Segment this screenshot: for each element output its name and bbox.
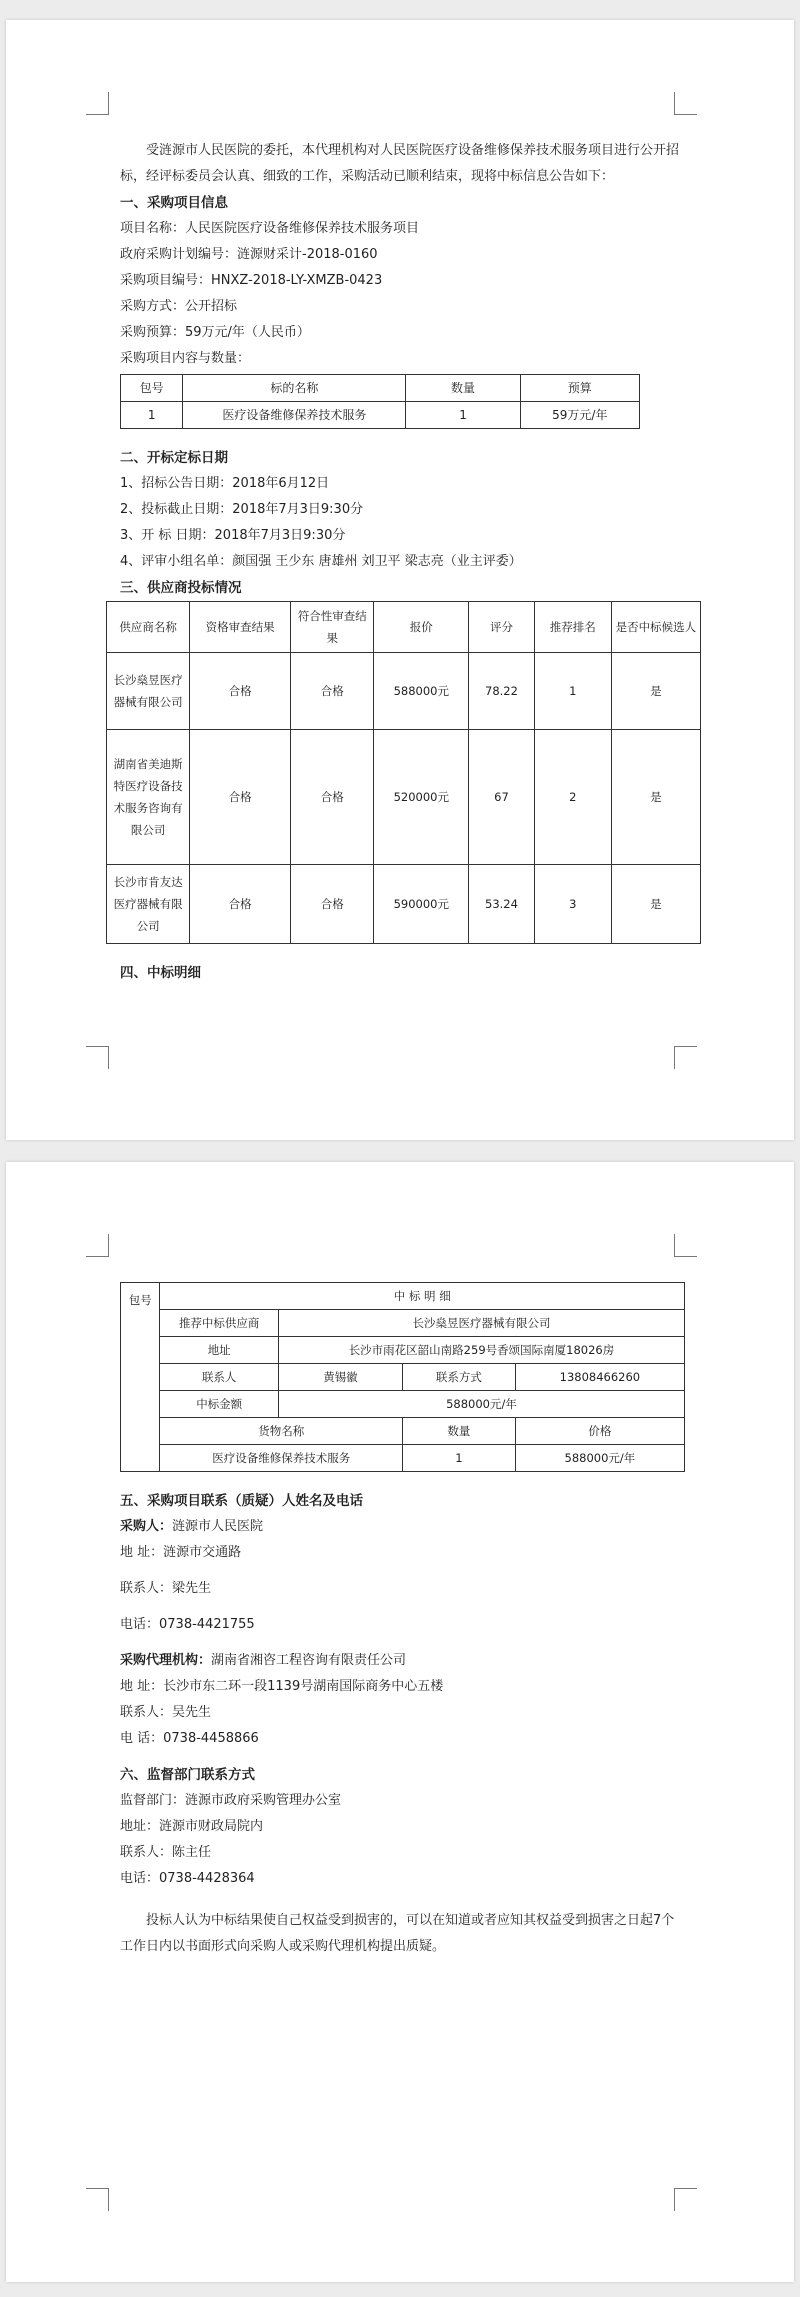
table-label: 联系方式 xyxy=(402,1364,515,1391)
page-2-content xyxy=(120,1282,685,1960)
goods-name: 医疗设备维修保养技术服务 xyxy=(160,1445,403,1472)
table-row xyxy=(107,653,701,730)
table-header: 标的名称 xyxy=(183,375,406,402)
package-number-header: 包号 xyxy=(121,1283,160,1472)
document-page-1 xyxy=(6,20,794,1140)
project-content-table xyxy=(120,374,640,429)
project-number: 采购项目编号：HNXZ-2018-LY-XMZB-0423 xyxy=(120,273,383,288)
table-header: 预算 xyxy=(520,375,639,402)
margin-mark xyxy=(674,1234,697,1257)
table-cell: 是 xyxy=(611,730,700,865)
project-name: 项目名称：人民医院医疗设备维修保养技术服务项目 xyxy=(120,221,420,236)
table-header: 资格审查结果 xyxy=(190,602,291,653)
margin-mark xyxy=(674,2188,697,2211)
supplier-phone: 13808466260 xyxy=(515,1364,684,1391)
table-header: 报价 xyxy=(374,602,469,653)
table-header: 评分 xyxy=(469,602,534,653)
buyer-line xyxy=(120,1514,685,1540)
bidders-table xyxy=(106,601,701,944)
table-header: 包号 xyxy=(121,375,183,402)
table-cell: 53.24 xyxy=(469,865,534,944)
closing-paragraph: 投标人认为中标结果使自己权益受到损害的，可以在知道或者应知其权益受到损害之日起7个工作日内以书面形式向采购人或采购代理机构提出质疑。 xyxy=(120,1913,675,1954)
award-table-title: 中 标 明 细 xyxy=(160,1283,685,1310)
award-amount: 588000元/年 xyxy=(278,1391,684,1418)
supplier-address: 长沙市雨花区韶山南路259号香颂国际南厦18026房 xyxy=(278,1337,684,1364)
goods-price: 588000元/年 xyxy=(515,1445,684,1472)
buyer-phone: 电话：0738-4421755 xyxy=(120,1617,255,1632)
table-row xyxy=(107,865,701,944)
buyer-label: 采购人： xyxy=(120,1519,173,1534)
table-cell: 合格 xyxy=(190,730,291,865)
margin-mark xyxy=(86,2188,109,2211)
table-cell: 合格 xyxy=(291,730,374,865)
table-row xyxy=(121,402,640,429)
goods-quantity: 1 xyxy=(402,1445,515,1472)
supervision-phone: 电话：0738-4428364 xyxy=(120,1871,255,1886)
table-cell: 合格 xyxy=(291,865,374,944)
supervision-department: 监督部门：涟源市政府采购管理办公室 xyxy=(120,1793,342,1808)
margin-mark xyxy=(86,1234,109,1257)
table-cell: 590000元 xyxy=(374,865,469,944)
table-cell: 1 xyxy=(121,402,183,429)
table-row xyxy=(121,1445,685,1472)
supervision-address: 地址：涟源市财政局院内 xyxy=(120,1819,264,1834)
table-header-row xyxy=(107,602,701,653)
section-5-heading: 五、采购项目联系（质疑）人姓名及电话 xyxy=(120,1493,363,1509)
margin-mark xyxy=(674,92,697,115)
supplier-contact: 黄锡徽 xyxy=(278,1364,402,1391)
procurement-method: 采购方式：公开招标 xyxy=(120,299,238,314)
content-quantity-label: 采购项目内容与数量： xyxy=(120,351,251,366)
buyer-contact: 联系人：梁先生 xyxy=(120,1581,212,1596)
table-cell: 合格 xyxy=(190,653,291,730)
supplier-name: 长沙燊昱医疗器械有限公司 xyxy=(107,653,190,730)
supplier-name: 长沙市肯友达医疗器械有限公司 xyxy=(107,865,190,944)
agency-name: 湖南省湘咨工程咨询有限责任公司 xyxy=(211,1653,407,1668)
supplier-name: 湖南省美迪斯特医疗设备技术服务咨询有限公司 xyxy=(107,730,190,865)
margin-mark xyxy=(674,1046,697,1069)
date-line: 2、投标截止日期：2018年7月3日9:30分 xyxy=(120,502,364,517)
table-cell: 合格 xyxy=(190,865,291,944)
table-cell: 520000元 xyxy=(374,730,469,865)
table-cell: 78.22 xyxy=(469,653,534,730)
margin-mark xyxy=(86,1046,109,1069)
table-cell: 是 xyxy=(611,653,700,730)
agency-address: 地 址：长沙市东二环一段1139号湖南国际商务中心五楼 xyxy=(120,1679,444,1694)
table-label: 数量 xyxy=(402,1418,515,1445)
buyer-address: 地 址：涟源市交通路 xyxy=(120,1545,242,1560)
table-cell: 1 xyxy=(534,653,611,730)
section-4-heading: 四、中标明细 xyxy=(120,965,201,981)
table-cell: 59万元/年 xyxy=(520,402,639,429)
intro-paragraph: 受涟源市人民医院的委托，本代理机构对人民医院医疗设备维修保养技术服务项目进行公开招标，经评标委员会认真、细致的工作，采购活动已顺利结束，现将中标信息公告如下： xyxy=(120,143,680,184)
document-page-2 xyxy=(6,1162,794,2282)
table-cell: 医疗设备维修保养技术服务 xyxy=(183,402,406,429)
table-header: 推荐排名 xyxy=(534,602,611,653)
section-2-heading: 二、开标定标日期 xyxy=(120,450,228,466)
page-1-content xyxy=(113,138,697,986)
agency-phone: 电 话：0738-4458866 xyxy=(120,1731,259,1746)
table-cell: 67 xyxy=(469,730,534,865)
date-line: 1、招标公告日期：2018年6月12日 xyxy=(120,476,330,491)
table-row xyxy=(107,730,701,865)
agency-label: 采购代理机构： xyxy=(120,1653,212,1668)
margin-mark xyxy=(86,92,109,115)
supervision-contact: 联系人：陈主任 xyxy=(120,1845,212,1860)
table-header: 符合性审查结果 xyxy=(291,602,374,653)
table-header-row xyxy=(121,375,640,402)
table-header: 是否中标候选人 xyxy=(611,602,700,653)
table-label: 价格 xyxy=(515,1418,684,1445)
table-label: 货物名称 xyxy=(160,1418,403,1445)
award-details-table xyxy=(120,1282,685,1472)
table-label: 推荐中标供应商 xyxy=(160,1310,278,1337)
table-cell: 3 xyxy=(534,865,611,944)
table-label: 地址 xyxy=(160,1337,278,1364)
winning-supplier: 长沙燊昱医疗器械有限公司 xyxy=(278,1310,684,1337)
review-panel-line: 4、评审小组名单：颜国强 王少东 唐雄州 刘卫平 梁志亮（业主评委） xyxy=(120,554,522,569)
agency-contact: 联系人：吴先生 xyxy=(120,1705,212,1720)
table-cell: 2 xyxy=(534,730,611,865)
section-6-heading: 六、监督部门联系方式 xyxy=(120,1767,255,1783)
budget: 采购预算：59万元/年（人民币） xyxy=(120,325,310,340)
table-label: 中标金额 xyxy=(160,1391,278,1418)
section-3-heading: 三、供应商投标情况 xyxy=(120,580,242,596)
table-header: 数量 xyxy=(406,375,520,402)
plan-number: 政府采购计划编号：涟源财采计-2018-0160 xyxy=(120,247,378,262)
table-cell: 合格 xyxy=(291,653,374,730)
table-cell: 588000元 xyxy=(374,653,469,730)
section-1-heading: 一、采购项目信息 xyxy=(120,195,228,211)
buyer-name: 涟源市人民医院 xyxy=(172,1519,264,1534)
table-cell: 是 xyxy=(611,865,700,944)
agency-line xyxy=(120,1648,685,1674)
date-line: 3、开 标 日期：2018年7月3日9:30分 xyxy=(120,528,346,543)
table-cell: 1 xyxy=(406,402,520,429)
table-header: 供应商名称 xyxy=(107,602,190,653)
table-label: 联系人 xyxy=(160,1364,278,1391)
